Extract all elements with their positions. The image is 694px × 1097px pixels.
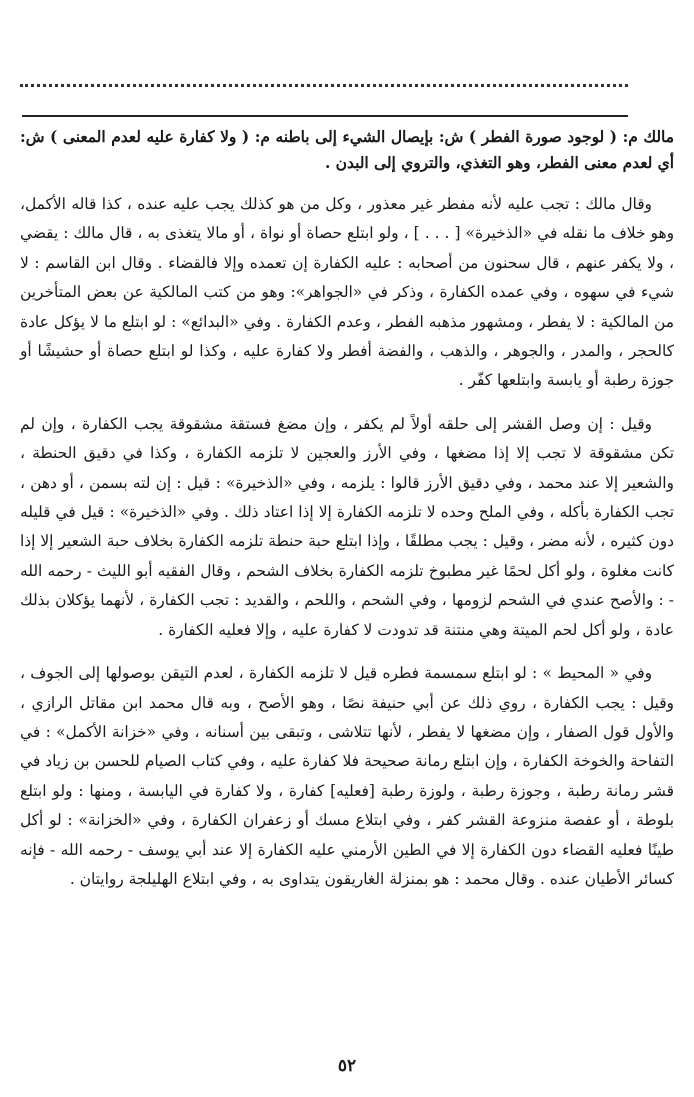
page-number: ٥٢ (337, 1056, 357, 1076)
paragraph-3: وفي « المحيط » : لو ابتلع سمسمة فطره قيل لا تلزمه الكفارة ، لعدم التيقن بوصولها إلى الجوف ، وقيل : يجب الكفارة ، روي ذلك عن أبي حنيفة نصًا ، وهو الأصح ، وبه قال محمد ابن مقاتل الرازي ، والأول قول الصفار ، وإن مضغها لا يفطر ، لأنها تتلاشى ، وتبقى بين أسنانه ، وفي «خزانة الأكمل» : في التفاحة والخوخة الكفارة ، وإن ابتلع رمانة صحيحة فلا كفارة عليه ، وفي كتاب الصيام للحسن بن زياد في قشر رمانة رطبة ، وجوزة رطبة ، ولوزة رطبة [فعليه] كفارة ، ولا كفارة في اليابسة ، ومنها : ولو ابتلع بلوطة ، أو عفصة منزوعة القشر كفر ، وفي ابتلاع مسك أو زعفران الكفارة ، وفي «الخزانة» : لو أكل طينًا فعليه القضاء دون الكفارة إلا في الطين الأرمني عليه الكفارة إلا عند أبي يوسف - رحمه الله - فإنه كسائر الأطيان عنده . وقال محمد : هو بمنزلة الغاريقون يتداوى به ، وفي ابتلاع الهليلجة روايتان . (20, 664, 674, 888)
paragraph-gap (20, 396, 674, 410)
paragraph-gap (20, 176, 674, 190)
paragraph-gap (20, 645, 674, 659)
matn-commentary-text: مالك م: ( لوجود صورة الفطر ) ش: بإيصال الشيء إلى باطنه م: ( ولا كفارة عليه لعدم المعنى ) ش: أي لعدم معنى الفطر، وهو التغذي، والتروي إلى البدن . (20, 128, 674, 172)
paragraph-1: وقال مالك : تجب عليه لأنه مفطر غير معذور ، وكل من هو كذلك يجب عليه عنده ، كذا قاله الأكمل، وهو خلاف ما نقله في «الذخيرة» [ . . . ] ، ولو ابتلع حصاة أو نواة ، أو مالا يتغذى به ، قال مالك : يقضي ، ولا يكفر عنهم ، قال سحنون من أصحابه : عليه الكفارة إن تعمده وإلا فالقضاء . وقال ابن القاسم : لا شيء في سهوه ، وفي عمده الكفارة ، وذكر في «الجواهر»: وهو من كتب المالكية عن بعض المتأخرين من المالكية : لا يفطر ، ومشهور مذهبه الفطر ، وعدم الكفارة . وفي «البدائع» : لو ابتلع ما لا يؤكل عادة كالحجر ، والمدر ، والجوهر ، والذهب ، والفضة أفطر ولا كفارة عليه ، وكذا لو ابتلع حصاة أو حشيشًا أو جوزة رطبة أو يابسة وابتلعها كفّر . (20, 195, 674, 390)
dotted-separator (20, 84, 628, 93)
page-body (20, 125, 674, 894)
header-rule (22, 115, 628, 117)
paragraph-2: وقيل : إن وصل القشر إلى حلقه أولاً لم يكفر ، وإن مضغ فستقة مشقوقة يجب الكفارة ، وإن لم تكن مشقوقة لا تجب إلا إذا مضغها ، وفي الأرز والعجين لا تلزمه الكفارة ، وكذا في دقيق الحنطة ، والشعير إلا عند محمد ، وفي دقيق الأرز قالوا : يلزمه ، وفي «الذخيرة» : قيل : إن لته بسمن ، أو دهن ، تجب الكفارة بأكله ، وفي الملح وحده لا تلزمه الكفارة إلا إذا اعتاد ذلك . وفي «الذخيرة» : قيل في قليله دون كثيره ، لأنه مضر ، وقيل : يجب مطلقًا ، وإذا ابتلع حبة حنطة تلزمه الكفارة بخلاف حبة الشعير إلا إذا كانت مغلوة ، ولو أكل لحمًا غير مطبوخ تلزمه الكفارة بخلاف الشحم ، وقال الفقيه أبو الليث - رحمه الله - : والأصح عندي في الشحم لزومها ، وفي الشحم ، واللحم ، والقديد : تجب الكفارة ، لأنهما يؤكلان بذلك عادة ، ولو أكل لحم الميتة وهي منتنة قد تدودت لا كفارة عليه ، وإلا فعليه الكفارة . (20, 414, 674, 639)
